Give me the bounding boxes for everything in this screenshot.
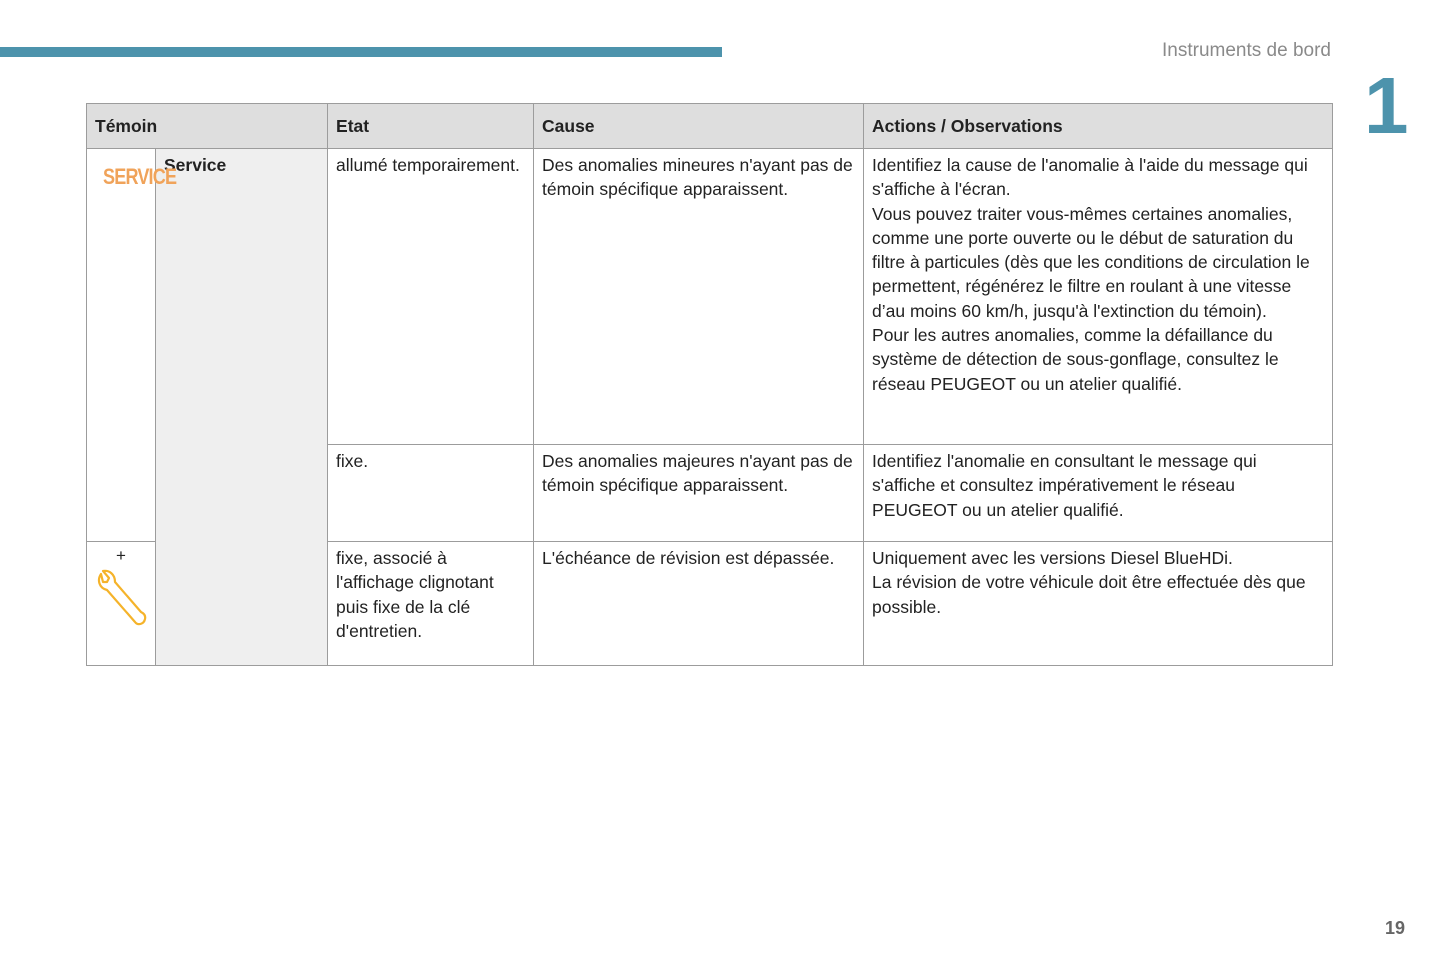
row1-action-1: Identifiez la cause de l'anomalie à l'aide du message qui s'affiche à l'écran. [872, 155, 1308, 200]
row2-action-1: Identifiez l'anomalie en consultant le message qui s'affiche et consultez impérativement le réseau PEUGEOT ou un atelier qualifié. [872, 451, 1257, 520]
chapter-number: 1 [1364, 61, 1409, 150]
row3-actions [864, 542, 1333, 666]
row1-action-2: Vous pouvez traiter vous-mêmes certaines anomalies, comme une porte ouverte ou le début de saturation du filtre à particules (dès que les conditions de circulation le permettent, régénérez le filtre en roulant à une vitesse d’au moins 60 km/h, jusqu'à l'extinction du témoin). [872, 203, 1310, 321]
page-number: 19 [1384, 918, 1405, 938]
table-header-row [87, 104, 1333, 149]
row2-actions [864, 445, 1333, 542]
row3-action-2: La révision de votre véhicule doit être effectuée dès que possible. [872, 572, 1306, 617]
row2-cause: Des anomalies majeures n'ayant pas de témoin spécifique apparaissent. [534, 445, 864, 542]
warning-lights-table [86, 103, 1333, 666]
row3-etat: fixe, associé à l'affichage clignotant puis fixe de la clé d'entretien. [328, 542, 534, 666]
row3-action-1: Uniquement avec les versions Diesel BlueHDi. [872, 548, 1233, 568]
maintenance-icon-cell [87, 542, 156, 666]
table-row [87, 149, 1333, 445]
row3-cause: L'échéance de révision est dépassée. [534, 542, 864, 666]
section-title: Instruments de bord [1162, 40, 1331, 61]
header-accent-bar [0, 47, 722, 57]
service-warning-icon: SERVICE [103, 164, 177, 189]
header-temoin: Témoin [87, 104, 328, 149]
header-actions: Actions / Observations [864, 104, 1333, 149]
row2-etat: fixe. [328, 445, 534, 542]
row1-etat: allumé temporairement. [328, 149, 534, 445]
service-name: Service [156, 149, 328, 666]
row1-cause: Des anomalies mineures n'ayant pas de témoin spécifique apparaissent. [534, 149, 864, 445]
header-cause: Cause [534, 104, 864, 149]
header-etat: Etat [328, 104, 534, 149]
row1-actions [864, 149, 1333, 445]
wrench-icon [95, 568, 151, 630]
row1-action-3: Pour les autres anomalies, comme la défaillance du système de détection de sous-gonflage, consultez le réseau PEUGEOT ou un atelier qualifié. [872, 325, 1279, 394]
service-icon-cell [87, 149, 177, 542]
plus-sign: + [116, 546, 126, 565]
